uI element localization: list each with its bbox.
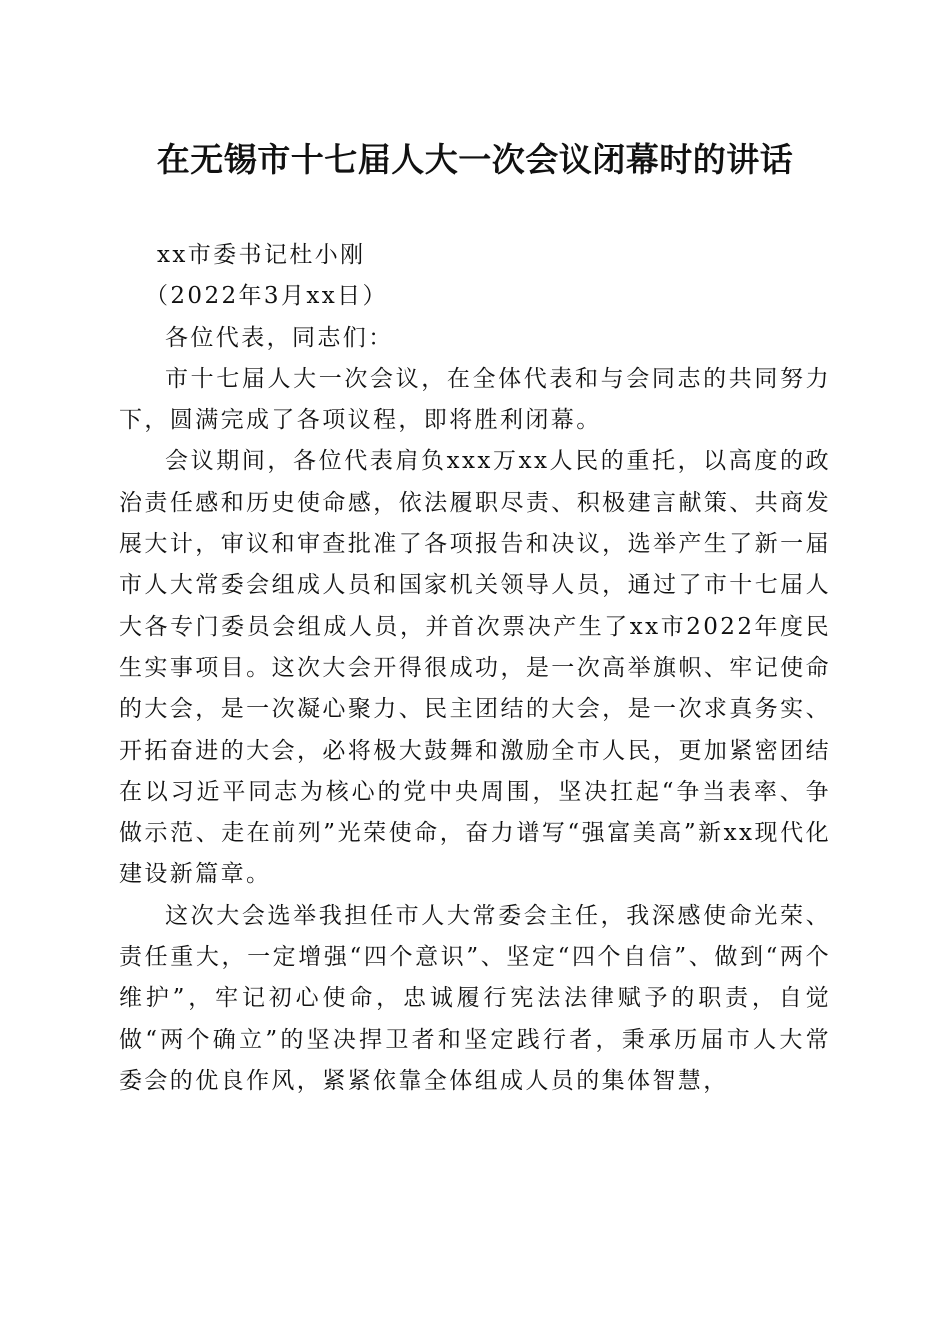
author-line: xx市委书记杜小刚 [157,242,366,268]
paragraph-2: 会议期间，各位代表肩负xxx万xx人民的重托，以高度的政治责任感和历史使命感，依法履职尽责、积极建言献策、共商发展大计，审议和审查批准了各项报告和决议，选举产生了新一届市人大常委会组成人员和国家机关领导人员，通过了市十七届人大各专门委员会组成人员，并首次票决产生了xx市2022年度民生实事项目。这次大会开得很成功，是一次高举旗帜、牢记使命的大会，是一次凝心聚力、民主团结的大会，是一次求真务实、开拓奋进的大会，必将极大鼓舞和激励全市人民，更加紧密团结在以习近平同志为核心的党中央周围，坚决扛起“争当表率、争做示范、走在前列”光荣使命，奋力谱写“强富美高”新xx现代化建设新篇章。 [119,448,831,888]
paragraph-1: 市十七届人大一次会议，在全体代表和与会同志的共同努力下，圆满完成了各项议程，即将胜利闭幕。 [119,365,831,434]
document-body [119,235,831,1102]
date-line: （2022年3月xx日） [145,283,388,310]
paragraph-3: 这次大会选举我担任市人大常委会主任，我深感使命光荣、责任重大，一定增强“四个意识”、坚定“四个自信”、做到“两个维护”，牢记初心使命，忠诚履行宪法法律赋予的职责，自觉做“两个确立”的坚决捍卫者和坚定践行者，秉承历届市人大常委会的优良作风，紧紧依靠全体组成人员的集体智慧， [119,902,831,1094]
salutation: 各位代表，同志们： [165,324,394,351]
document-title: 在无锡市十七届人大一次会议闭幕时的讲话 [156,140,794,179]
